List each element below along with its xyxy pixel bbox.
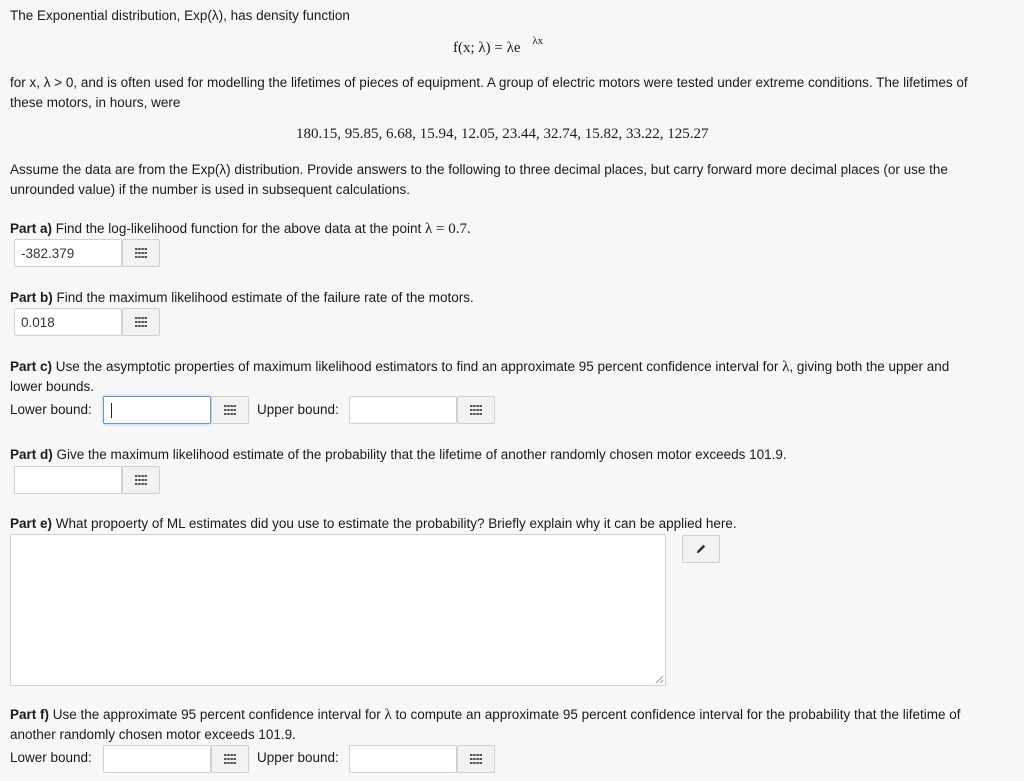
resize-grip-icon[interactable] (655, 675, 664, 684)
part-f-question (10, 705, 961, 725)
density-formula (453, 35, 544, 57)
part-b-keypad-button[interactable] (122, 308, 160, 336)
part-c-upper-keypad-button[interactable] (457, 396, 495, 424)
formula-main: f(x; λ) = λe (453, 40, 521, 56)
part-c-lower-bound-input[interactable] (103, 396, 211, 424)
part-b-answer-input[interactable] (14, 308, 122, 336)
part-c-upper-label: Upper bound: (257, 402, 339, 417)
intro-line-3: these motors, in hours, were (10, 95, 181, 110)
part-c-question (10, 357, 949, 377)
keypad-grid-icon (224, 405, 236, 415)
part-b-question (10, 288, 474, 308)
part-f-upper-bound-input[interactable] (349, 745, 457, 773)
part-b-text: Find the maximum likelihood estimate of the failure rate of the motors. (52, 290, 474, 305)
part-f-lower-bound-input[interactable] (103, 745, 211, 773)
part-d-keypad-button[interactable] (122, 466, 160, 494)
keypad-grid-icon (135, 248, 147, 258)
pencil-icon (695, 543, 707, 555)
part-a-text: Find the log-likelihood function for the above data at the point (52, 221, 426, 236)
part-c-math: λ (782, 359, 790, 375)
part-c-text-2: , giving both the upper and (789, 359, 950, 374)
keypad-grid-icon (224, 754, 236, 764)
part-f-lower-label: Lower bound: (10, 750, 92, 765)
part-c-label: Part c) (10, 359, 53, 374)
part-d-text: Give the maximum likelihood estimate of the probability that the lifetime of another randomly chosen motor exceeds 101.9. (52, 447, 787, 462)
part-b-label: Part b) (10, 290, 53, 305)
keypad-grid-icon (470, 405, 482, 415)
part-e-label: Part e) (10, 516, 53, 531)
part-a-question (10, 219, 471, 239)
part-c-text: Use the asymptotic properties of maximum likelihood estimators to find an approximate 95 percent confidence interval for (52, 359, 783, 374)
part-f-text-2: to compute an approximate 95 percent confidence interval for the probability that the lifetime of (391, 707, 961, 722)
part-f-upper-label: Upper bound: (257, 750, 339, 765)
part-f-line-2: another randomly chosen motor exceeds 101.9. (10, 727, 296, 742)
part-c-upper-bound-input[interactable] (349, 396, 457, 424)
part-d-answer-input[interactable] (14, 466, 122, 494)
part-f-lower-keypad-button[interactable] (211, 745, 249, 773)
keypad-grid-icon (135, 317, 147, 327)
formula-exponent: λx (532, 35, 544, 47)
part-a-math: λ = 0.7. (425, 221, 471, 237)
intro-line-1: The Exponential distribution, Exp(λ), has density function (10, 8, 350, 23)
assume-line-2: unrounded value) if the number is used in subsequent calculations. (10, 182, 411, 197)
keypad-grid-icon (135, 475, 147, 485)
part-c-lower-keypad-button[interactable] (211, 396, 249, 424)
part-c-lower-label: Lower bound: (10, 402, 92, 417)
part-a-keypad-button[interactable] (122, 239, 160, 267)
intro-line-2: for x, λ > 0, and is often used for modelling the lifetimes of pieces of equipment. A group of electric motors were tested under extreme conditions. The lifetimes of (10, 75, 968, 90)
part-f-math: λ (384, 707, 392, 723)
part-a-answer-input[interactable] (14, 239, 122, 267)
part-f-upper-keypad-button[interactable] (457, 745, 495, 773)
part-f-label: Part f) (10, 707, 50, 722)
part-d-question (10, 445, 787, 465)
part-e-text: What propoerty of ML estimates did you use to estimate the probability? Briefly explain why it can be applied here. (52, 516, 737, 531)
text-caret (111, 403, 112, 418)
data-values: 180.15, 95.85, 6.68, 15.94, 12.05, 23.44, 32.74, 15.82, 33.22, 125.27 (296, 126, 709, 142)
part-e-question (10, 514, 737, 534)
assume-line-1: Assume the data are from the Exp(λ) distribution. Provide answers to the following to three decimal places, but carry forward more decimal places (or use the (10, 162, 948, 177)
part-e-answer-textarea[interactable] (10, 534, 666, 686)
part-d-label: Part d) (10, 447, 53, 462)
keypad-grid-icon (470, 754, 482, 764)
part-c-line-2: lower bounds. (10, 379, 95, 394)
part-a-label: Part a) (10, 221, 53, 236)
part-f-text: Use the approximate 95 percent confidence interval for (49, 707, 385, 722)
part-e-edit-button[interactable] (682, 535, 720, 563)
